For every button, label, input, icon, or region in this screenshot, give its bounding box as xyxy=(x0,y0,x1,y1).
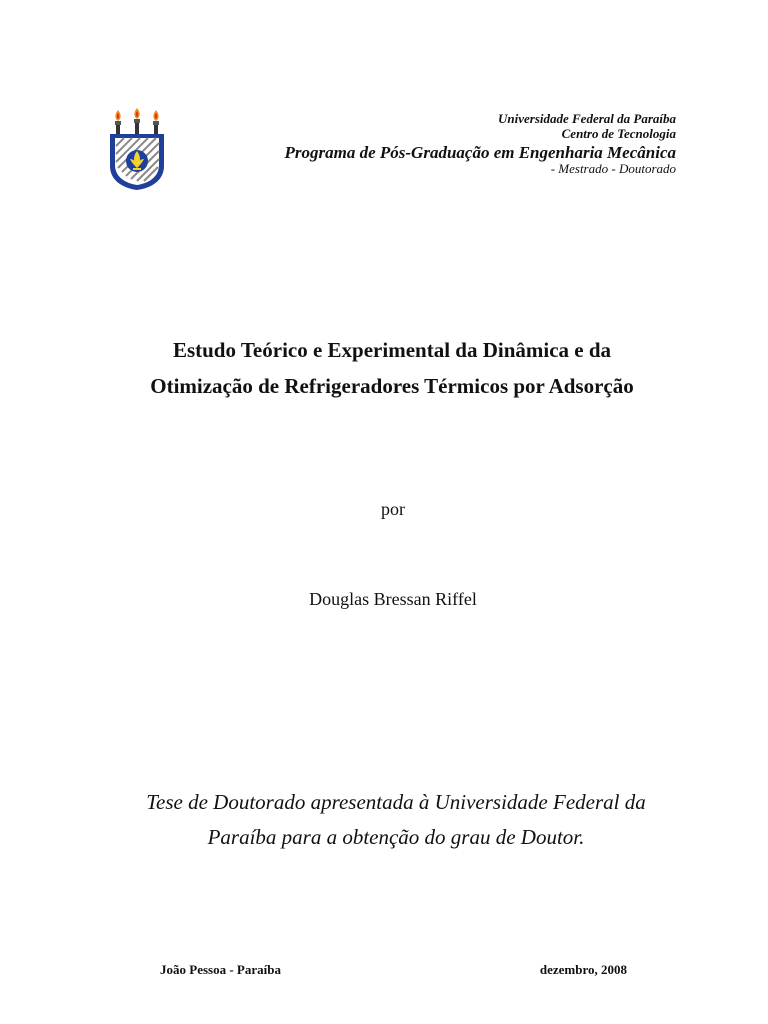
footer-location: João Pessoa - Paraíba xyxy=(160,962,281,977)
torch-left-icon xyxy=(115,110,121,134)
thesis-title xyxy=(0,332,768,404)
torch-right-icon xyxy=(153,110,159,134)
university-name: Universidade Federal da Paraíba xyxy=(497,111,676,126)
university-crest-icon xyxy=(106,106,168,192)
program-levels: - Mestrado - Doutorado xyxy=(550,161,676,177)
shield-icon xyxy=(110,134,164,190)
institution-header xyxy=(285,112,676,177)
torch-center-icon xyxy=(134,108,140,134)
thesis-title-line-1: Estudo Teórico e Experimental da Dinâmica e da xyxy=(172,338,612,362)
thesis-statement-line-2: Paraíba para a obtenção do grau de Doutor. xyxy=(207,825,585,849)
program-name: Programa de Pós-Graduação em Engenharia Mecânica xyxy=(284,142,676,162)
thesis-statement xyxy=(0,785,768,855)
by-label: por xyxy=(381,499,405,519)
thesis-statement-line-1: Tese de Doutorado apresentada à Universidade Federal da xyxy=(146,790,646,814)
thesis-title-line-2: Otimização de Refrigeradores Térmicos por Adsorção xyxy=(150,374,634,398)
center-name: Centro de Tecnologia xyxy=(561,125,676,141)
author-name: Douglas Bressan Riffel xyxy=(309,589,477,609)
footer-date: dezembro, 2008 xyxy=(539,962,627,977)
